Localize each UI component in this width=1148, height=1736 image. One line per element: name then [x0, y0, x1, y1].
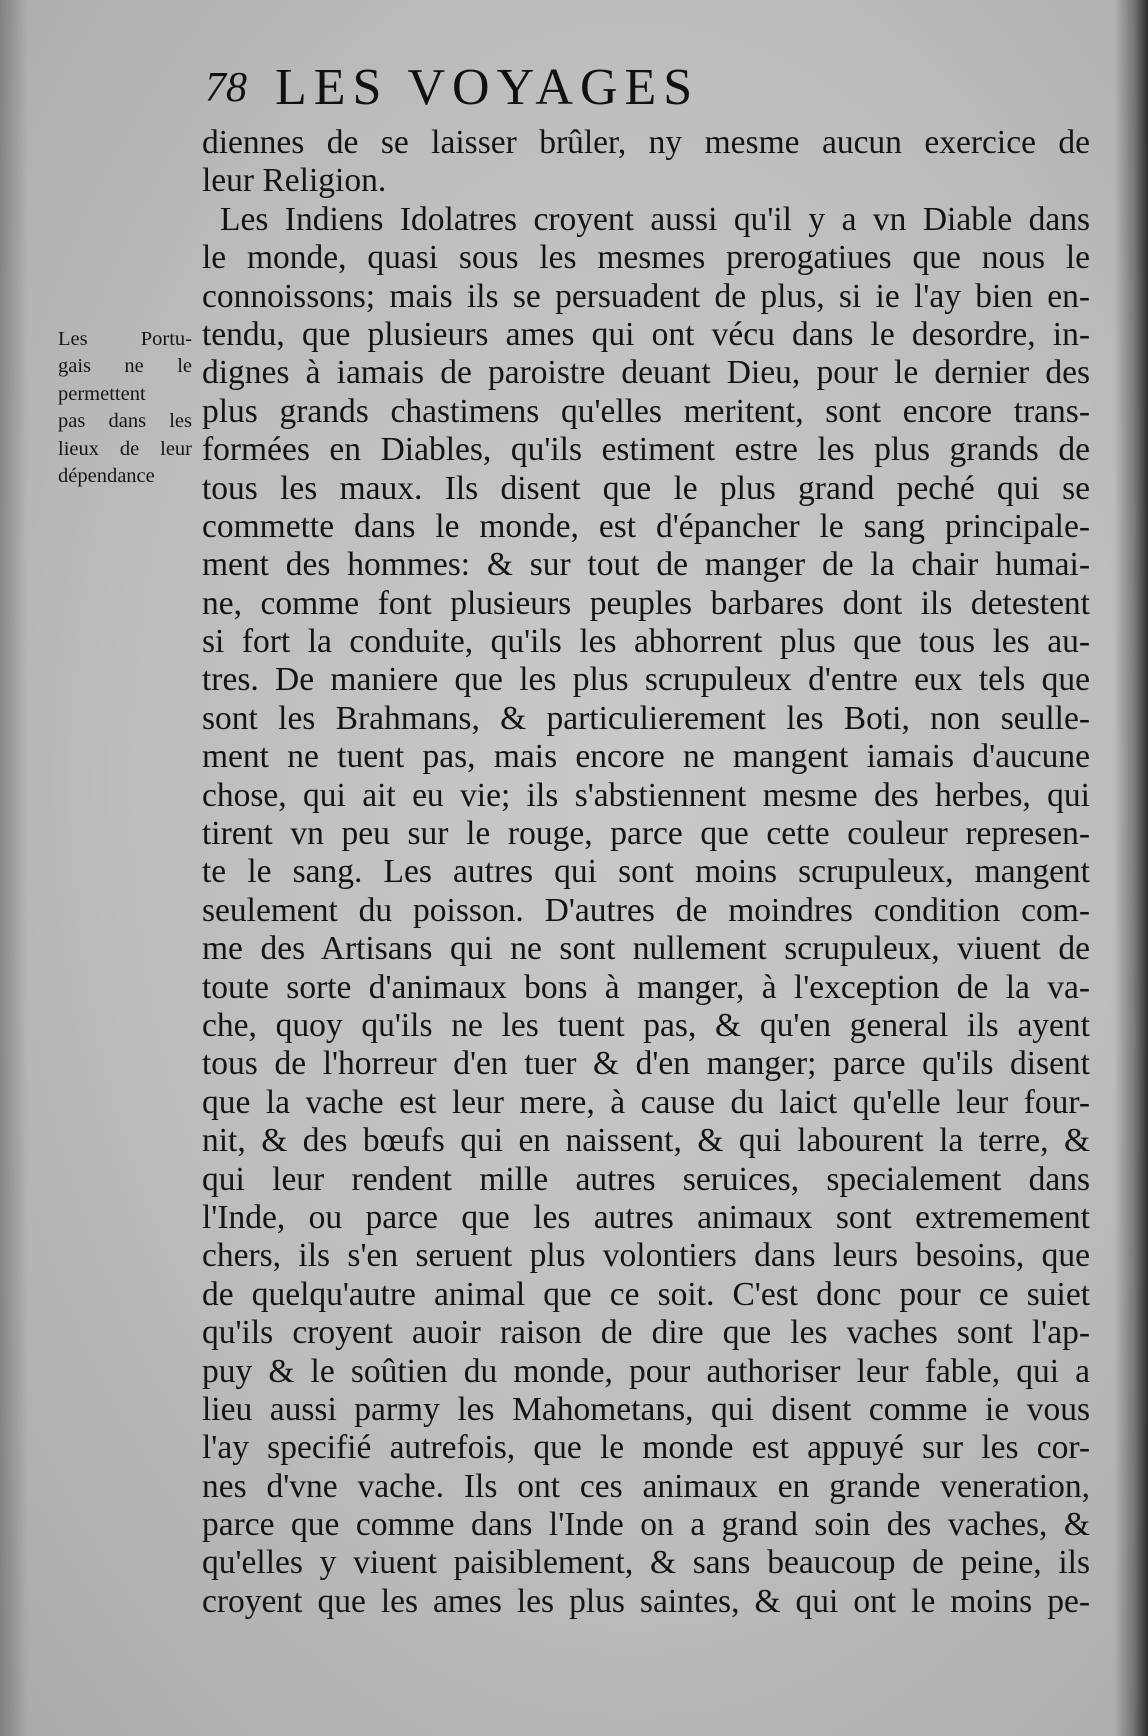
text-line: te le sang. Les autres qui sont moins scrupuleux, mangent [202, 853, 1090, 891]
text-line: plus grands chastimens qu'elles meritent, sont encore trans- [202, 392, 1090, 430]
text-line: parce que comme dans l'Inde on a grand soin des vaches, & [202, 1506, 1090, 1544]
margin-note-line: Les Portu- [58, 328, 192, 350]
margin-note-line: gais ne le [58, 355, 192, 378]
text-line: dignes à iamais de paroistre deuant Dieu, pour le dernier des [202, 354, 1090, 392]
text-line: leur Religion. [202, 162, 387, 200]
text-line: tous de l'horreur d'en tuer & d'en manger; parce qu'ils disent [202, 1045, 1090, 1083]
text-line: tous les maux. Ils disent que le plus grand peché qui se [202, 469, 1090, 507]
body-text [202, 124, 1090, 1621]
text-line: chose, qui ait eu vie; ils s'abstiennent mesme des herbes, qui [202, 776, 1090, 814]
text-line: que la vache est leur mere, à cause du laict qu'elle leur four- [202, 1083, 1090, 1121]
text-line: sont les Brahmans, & particulierement les Boti, non seulle- [202, 699, 1090, 737]
text-line: che, quoy qu'ils ne les tuent pas, & qu'en general ils ayent [202, 1006, 1090, 1044]
text-line: le monde, quasi sous les mesmes prerogatiues que nous le [202, 239, 1090, 277]
gutter-shadow [0, 0, 28, 1736]
text-line: nes d'vne vache. Ils ont ces animaux en grande veneration, [202, 1467, 1090, 1505]
text-line: me des Artisans qui ne sont nullement scrupuleux, viuent de [202, 930, 1090, 968]
text-line: seulement du poisson. D'autres de moindres condition com- [202, 891, 1090, 929]
text-line: tendu, que plusieurs ames qui ont vécu dans le desordre, in- [202, 315, 1090, 353]
text-line: formées en Diables, qu'ils estiment estre les plus grands de [202, 431, 1090, 469]
text-line: croyent que les ames les plus saintes, & qui ont le moins pe- [202, 1582, 1090, 1620]
text-line: connoissons; mais ils se persuadent de plus, si ie l'ay bien en- [202, 277, 1090, 315]
text-line: qu'ils croyent auoir raison de dire que les vaches sont l'ap- [202, 1314, 1090, 1352]
text-line: commette dans le monde, est d'épancher le sang principale- [202, 507, 1090, 545]
page-number: 78 [205, 65, 247, 111]
text-line: qui leur rendent mille autres seruices, specialement dans [202, 1160, 1090, 1198]
page-header [205, 58, 1085, 118]
text-line: l'Inde, ou parce que les autres animaux sont extremement [202, 1198, 1090, 1236]
text-line: diennes de se laisser brûler, ny mesme aucun exercice de [202, 124, 1090, 161]
margin-note-line: permettent [58, 382, 146, 405]
text-line: de quelqu'autre animal que ce soit. C'est donc pour ce suiet [202, 1275, 1090, 1313]
text-line: chers, ils s'en seruent plus volontiers dans leurs besoins, que [202, 1237, 1090, 1275]
text-line: tirent vn peu sur le rouge, parce que cette couleur represen- [202, 815, 1090, 853]
margin-note-line: dépendance [58, 465, 155, 488]
running-head: LES VOYAGES [275, 59, 700, 116]
page-edge-shadow [1114, 0, 1148, 1736]
text-line: si fort la conduite, qu'ils les abhorrent plus que tous les au- [202, 623, 1090, 661]
text-line: nit, & des bœufs qui en naissent, & qui labourent la terre, & [202, 1122, 1090, 1160]
text-line: ne, comme font plusieurs peuples barbares dont ils detestent [202, 584, 1090, 622]
text-line: ment des hommes: & sur tout de manger de la chair humai- [202, 546, 1090, 584]
text-line: puy & le soûtien du monde, pour authoriser leur fable, qui a [202, 1352, 1090, 1390]
margin-note-line: lieux de leur [58, 437, 192, 460]
text-line: tres. De maniere que les plus scrupuleux d'entre eux tels que [202, 661, 1090, 699]
text-line: Les Indiens Idolatres croyent aussi qu'il y a vn Diable dans [220, 200, 1090, 238]
text-line: qu'elles y viuent paisiblement, & sans beaucoup de peine, ils [202, 1544, 1090, 1582]
text-line: ment ne tuent pas, mais encore ne mangent iamais d'aucune [202, 738, 1090, 776]
margin-note-line: pas dans les [58, 410, 192, 433]
text-line: l'ay specifié autrefois, que le monde est appuyé sur les cor- [202, 1429, 1090, 1467]
text-line: lieu aussi parmy les Mahometans, qui disent comme ie vous [202, 1390, 1090, 1428]
margin-note [58, 326, 192, 490]
text-line: toute sorte d'animaux bons à manger, à l'exception de la va- [202, 968, 1090, 1006]
